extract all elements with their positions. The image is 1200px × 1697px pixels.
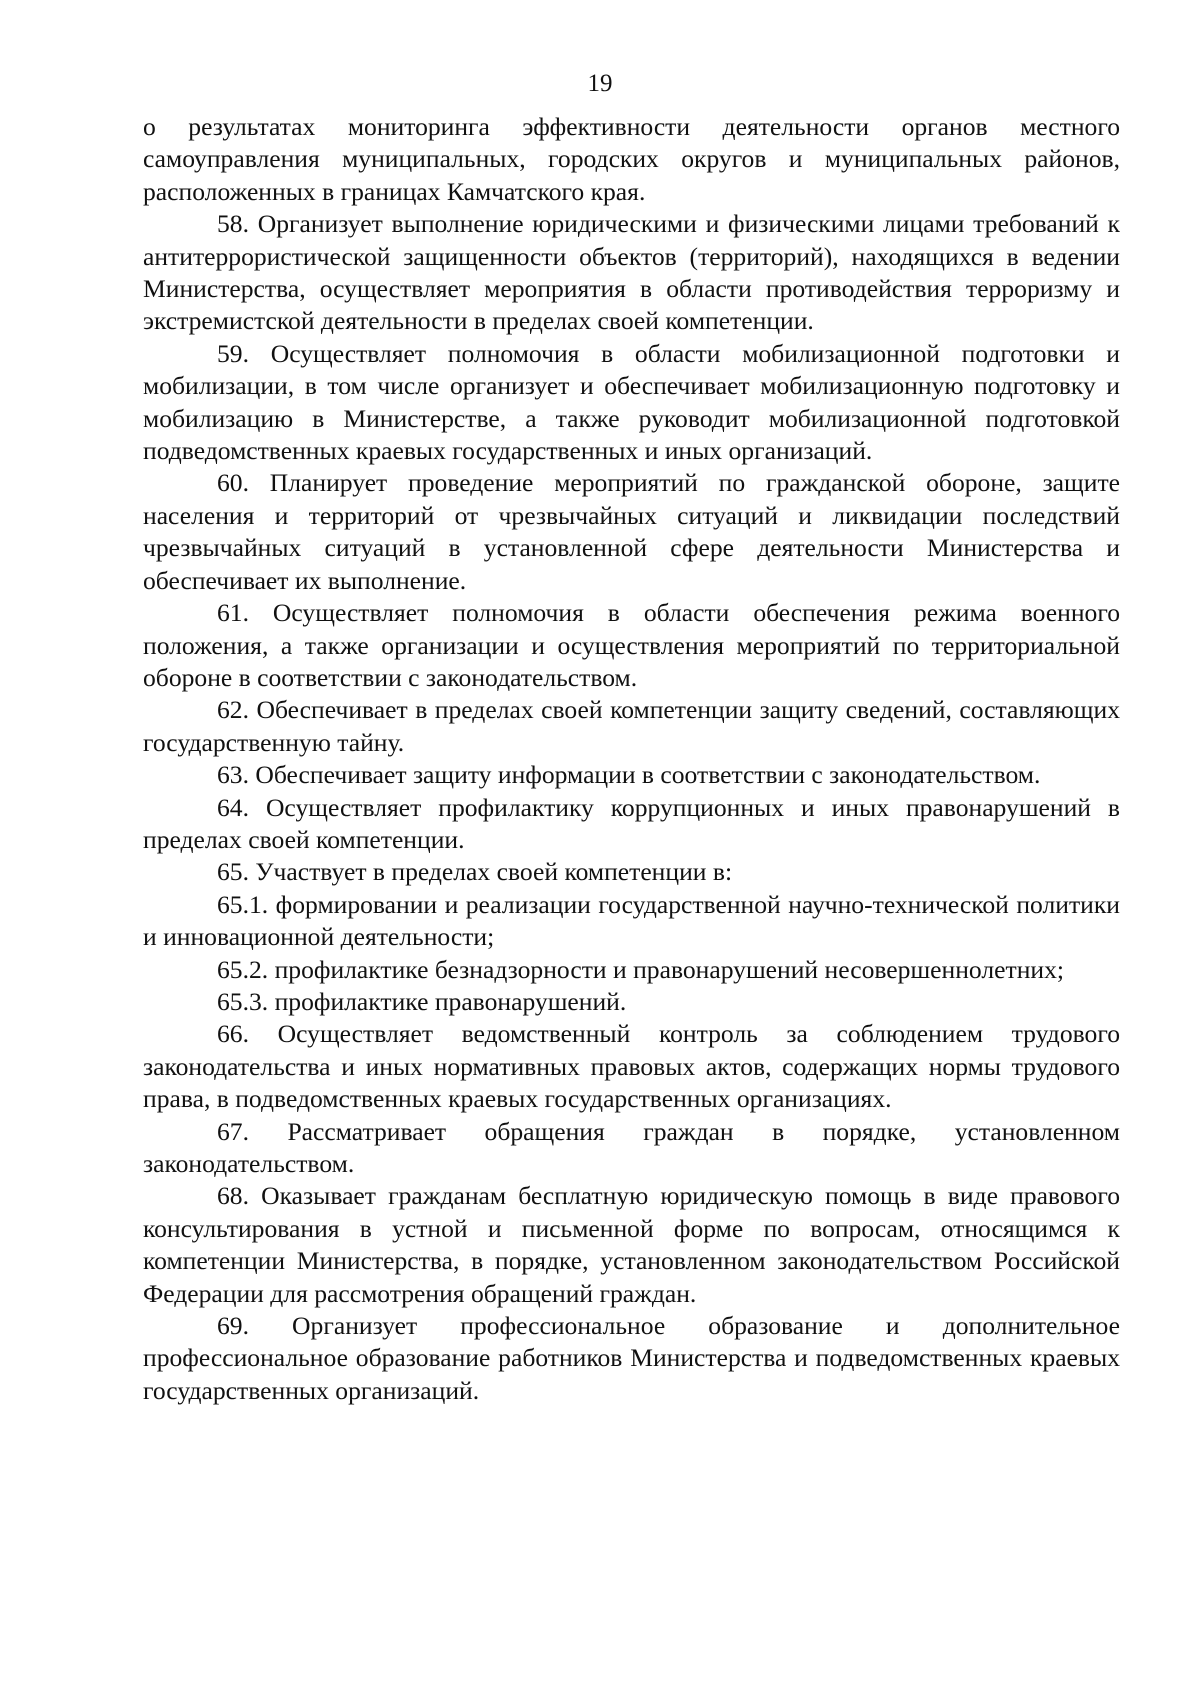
paragraph-65-2: 65.2. профилактике безнадзорности и правонарушений несовершеннолетних; <box>217 954 1065 984</box>
paragraph-65-3: 65.3. профилактике правонарушений. <box>217 986 627 1016</box>
paragraph-66: 66. Осуществляет ведомственный контроль за соблюдением трудового законодательства и иных нормативных правовых актов, содержащих нормы трудового права, в подведомственных краевых государственных организациях. <box>143 1019 1120 1114</box>
paragraph-69: 69. Организует профессиональное образование и дополнительное профессиональное образование работников Министерства и подведомственных краевых государственных организаций. <box>143 1311 1120 1405</box>
paragraph-62: 62. Обеспечивает в пределах своей компетенции защиту сведений, составляющих государственную тайну. <box>143 695 1120 757</box>
paragraph-58: 58. Организует выполнение юридическими и физическими лицами требований к антитеррористической защищенности объектов (территорий), находящихся в ведении Министерства, осуществляет мероприятия в области противодействия терроризму и экстремистской деятельности в пределах своей компетенции. <box>143 209 1120 336</box>
paragraph-59: 59. Осуществляет полномочия в области мобилизационной подготовки и мобилизации, в том числе организует и обеспечивает мобилизационную подготовку и мобилизацию в Министерстве, а также руководит мобилизационной подготовкой подведомственных краевых государственных и иных организаций. <box>143 338 1120 466</box>
document-body <box>143 111 1120 1407</box>
paragraph-63: 63. Обеспечивает защиту информации в соответствии с законодательством. <box>217 760 1041 790</box>
paragraph-65-1: 65.1. формировании и реализации государственной научно-технической политики и инновационной деятельности; <box>143 889 1120 952</box>
page-number: 19 <box>587 70 613 97</box>
paragraph-65: 65. Участвует в пределах своей компетенции в: <box>217 857 733 887</box>
paragraph-68: 68. Оказывает гражданам бесплатную юридическую помощь в виде правового консультирования в устной и письменной форме по вопросам, относящимся к компетенции Министерства, в порядке, установленном законодательством Российской Федерации для рассмотрения обращений граждан. <box>143 1181 1120 1308</box>
paragraph-64: 64. Осуществляет профилактику коррупционных и иных правонарушений в пределах своей компетенции. <box>143 792 1120 854</box>
paragraph-60: 60. Планирует проведение мероприятий по гражданской обороне, защите населения и территорий от чрезвычайных ситуаций и ликвидации последствий чрезвычайных ситуаций в установленной сфере деятельности Министерства и обеспечивает их выполнение. <box>143 468 1120 595</box>
paragraph-61: 61. Осуществляет полномочия в области обеспечения режима военного положения, а также организации и осуществления мероприятий по территориальной обороне в соответствии с законодательством. <box>143 598 1120 692</box>
paragraph-continuation: о результатах мониторинга эффективности деятельности органов местного самоуправления муниципальных, городских округов и муниципальных районов, расположенных в границах Камчатского края. <box>143 112 1120 206</box>
paragraph-67: 67. Рассматривает обращения граждан в порядке, установленном законодательством. <box>143 1116 1120 1178</box>
